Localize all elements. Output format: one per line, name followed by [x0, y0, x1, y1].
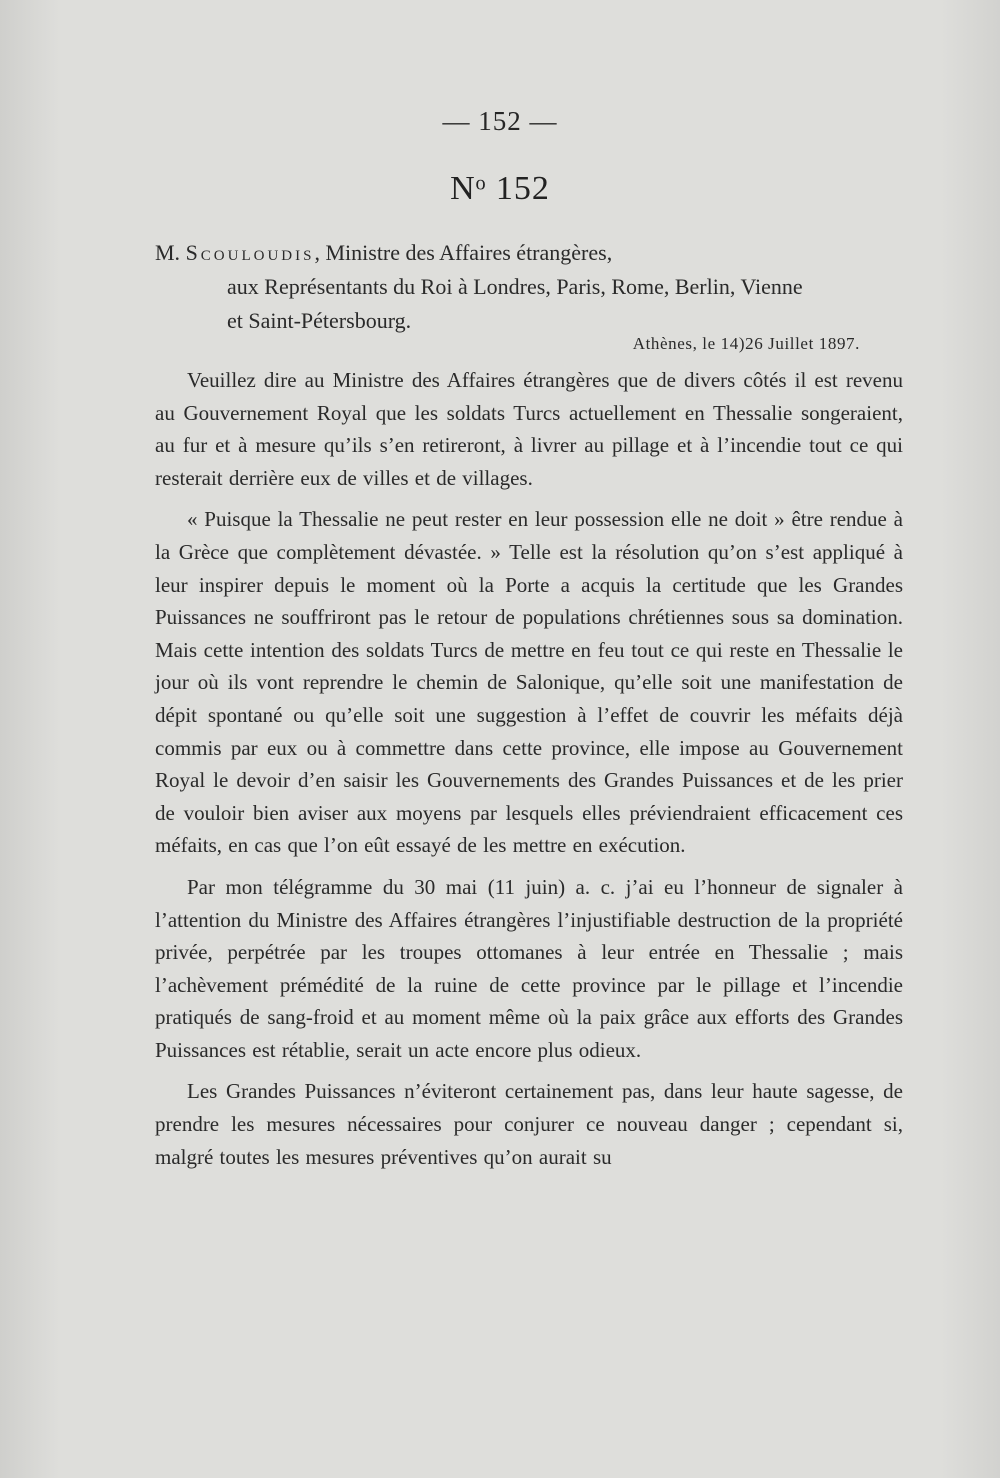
body-paragraph: Par mon télégramme du 30 mai (11 juin) a. c. j’ai eu l’honneur de signaler à l’attention du Ministre des Affaires étrangères l’injustifiable destruction de la propriété privée, perpétrée par les troupes ottomanes à leur entrée en Thessalie ; mais l’achèvement prémédité de la ruine de cette province par le pillage et l’incendie pratiqués de sang-froid et au moment même où la paix grâce aux efforts des Grandes Puissances est rétablie, serait un acte encore plus odieux.: [155, 874, 903, 1062]
sender-title: , Ministre des Affaires étrangères,: [314, 240, 613, 265]
sender-line: [155, 236, 915, 270]
body-paragraph: Veuillez dire au Ministre des Affaires étrangères que de divers côtés il est revenu au Gouvernement Royal que les soldats Turcs actuellement en Thessalie songeraient, au fur et à mesure qu’ils s’en retireront, à livrer au pillage et à l’incendie tout ce qui resterait derrière eux de villes et de villages.: [155, 368, 903, 490]
dateline: Athènes, le 14)26 Juillet 1897.: [632, 334, 860, 353]
document-number: Nᵒ 152: [450, 170, 550, 207]
body-paragraph: Les Grandes Puissances n’éviteront certainement pas, dans leur haute sagesse, de prendre les mesures nécessaires pour conjurer ce nouveau danger ; cependant si, malgré toutes les mesures préventives qu’on aurait su: [155, 1079, 903, 1169]
body-paragraph: « Puisque la Thessalie ne peut rester en leur possession elle ne doit » être rendue à la Grèce que complètement dévastée. » Telle est la résolution qu’on s’est appliqué à leur inspirer depuis le moment où la Porte a acquis la certitude que les Grandes Puissances ne souffriront pas le retour de populations chrétiennes sous sa domination. Mais cette intention des soldats Turcs de mettre en feu tout ce qui reste en Thessalie le jour où ils vont reprendre le chemin de Salonique, qu’elle soit une manifestation de dépit spontané ou qu’elle soit une suggestion à l’effet de couvrir les méfaits déjà commis par eux ou à commettre dans cette province, elle impose au Gouvernement Royal le devoir d’en saisir les Gouvernements des Grandes Puissances et de les prier de vouloir bien aviser aux moyens par lesquels elles préviendraient efficacement ces méfaits, en cas que l’on eût essayé de les mettre en exécution.: [155, 507, 903, 858]
recipients-line-2: et Saint-Pétersbourg.: [227, 308, 412, 333]
sender-prefix: M.: [155, 240, 181, 265]
recipients-line-1: aux Représentants du Roi à Londres, Paris, Rome, Berlin, Vienne: [227, 274, 803, 299]
letter-header: [155, 236, 915, 338]
sender-name: Scouloudis: [185, 240, 315, 265]
letter-body: [155, 364, 903, 1182]
page-number: — 152 —: [442, 106, 558, 136]
